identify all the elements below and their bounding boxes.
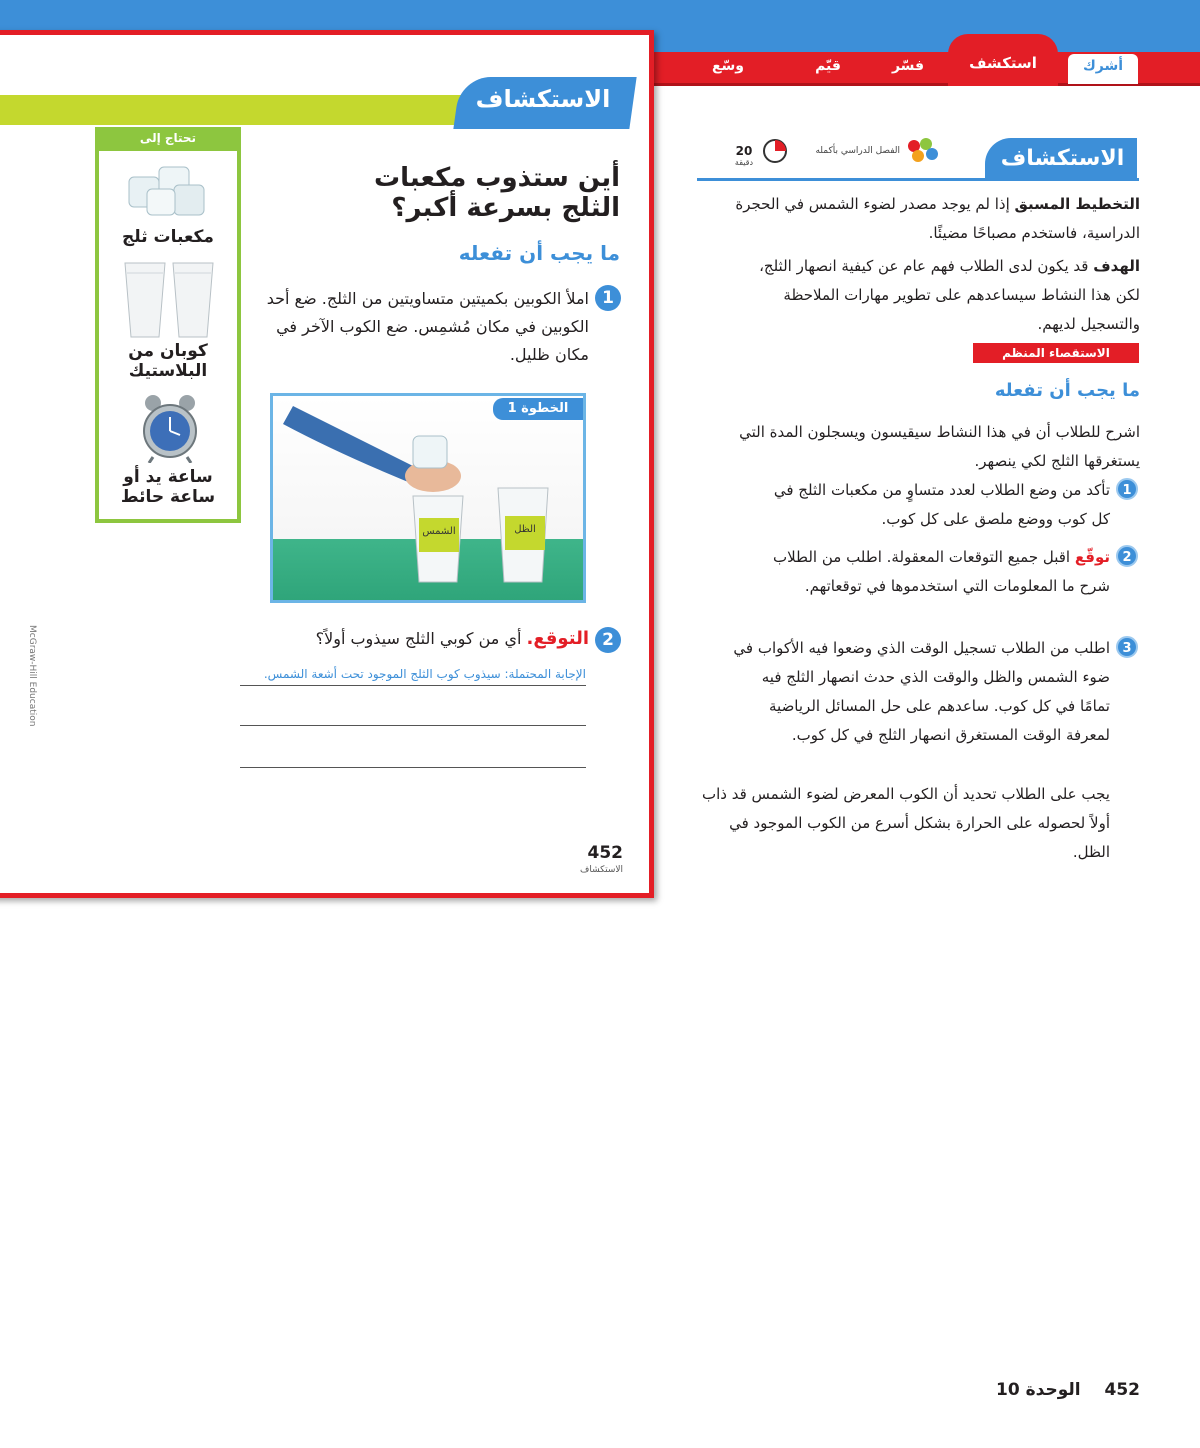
answer-line-1[interactable]: [240, 685, 586, 686]
preplan-paragraph: [735, 190, 1140, 248]
tab-extend[interactable]: وسّع: [711, 58, 745, 74]
step-2-question: أي من كوبي الثلج سيذوب أولاً؟: [315, 629, 522, 648]
teacher-step-2-text: اقبل جميع التوقعات المعقولة. اطلب من الطلاب شرح ما المعلومات التي استخدموها في توقعاتهم.: [772, 548, 1110, 595]
duration-unit: دقيقة: [734, 158, 754, 167]
photo-step-tag: الخطوة 1: [493, 398, 583, 420]
step-1-badge: 1: [595, 285, 621, 311]
teacher-step-2: [760, 543, 1110, 601]
tab-engage[interactable]: أشرك: [1068, 54, 1138, 84]
goal-paragraph: [735, 252, 1140, 339]
answer-line-3[interactable]: [240, 767, 586, 768]
tab-evaluate[interactable]: قيّم: [815, 58, 841, 74]
preplan-lead: التخطيط المسبق: [1014, 195, 1140, 213]
student-page-section: الاستكشاف: [580, 865, 623, 875]
alarm-clock-icon: [139, 393, 201, 463]
what-to-do-heading: ما يجب أن تفعله: [458, 241, 620, 265]
materials-item-cups: كوبان من البلاستيك: [128, 341, 208, 381]
teacher-step-2-badge: 2: [1116, 545, 1138, 567]
tab-explain[interactable]: فسّر: [891, 58, 925, 74]
step-1-photo: [270, 393, 586, 603]
materials-item-ice: مكعبات ثلج: [122, 227, 214, 247]
step-1-text: املأ الكوبين بكميتين متساويتين من الثلج. ضع أحد الكوبين في مكان مُشمِس. ضع الكوب الآخر في مكان ظليل.: [266, 289, 589, 364]
copyright-credit: McGraw-Hill Education: [27, 625, 37, 727]
title-band: [0, 95, 465, 125]
teacher-step-1: تأكد من وضع الطلاب لعدد متساوٍ من مكعبات الثلج في كل كوب ووضع ملصق على كل كوب.: [773, 481, 1110, 528]
ice-cubes-icon: [119, 157, 219, 219]
structured-inquiry-bar: الاستقصاء المنظم: [973, 343, 1139, 363]
goal-lead: الهدف: [1093, 257, 1140, 275]
explore-banner-title: الاستكشاف: [475, 85, 611, 113]
tab-explore[interactable]: استكشف: [948, 34, 1058, 86]
timer-icon: [762, 138, 788, 164]
answer-line-2[interactable]: [240, 725, 586, 726]
materials-item-clock: ساعة يد أو ساعة حائط: [120, 467, 216, 507]
prediction-label: التوقع.: [526, 628, 589, 649]
class-mode-label: الفصل الدراسي بأكمله: [815, 146, 900, 156]
teacher-what-to-do: ما يجب أن تفعله: [994, 380, 1140, 401]
cups-photo-illustration: [273, 396, 583, 600]
teacher-step-3: اطلب من الطلاب تسجيل الوقت الذي وضعوا فيه الأكواب في ضوء الشمس والظل والوقت الذي حدث انصهار الثلج فيه تمامًا في كل كوب. ساعدهم على حل المسائل الرياضية لمعرفة الوقت المستغرق انصهار الثلج في كل كوب.: [733, 639, 1110, 744]
teacher-step-3-badge: 3: [1116, 636, 1138, 658]
footer-unit-label: الوحدة 10: [996, 1380, 1081, 1400]
page-footer: [960, 1380, 1140, 1400]
student-page-number: 452: [587, 843, 623, 863]
lesson-tab-strip: [648, 52, 1200, 86]
footer-page-number: 452: [1104, 1380, 1140, 1400]
preplan-text: إذا لم يوجد مصدر لضوء الشمس في الحجرة الدراسية، فاستخدم مصباحًا مضيئًا.: [735, 195, 1140, 242]
duration-value: 20: [735, 144, 753, 158]
step-2-badge: 2: [595, 627, 621, 653]
student-page-reproduction: [0, 30, 654, 898]
teacher-intro: اشرح للطلاب أن في هذا النشاط سيقيسون ويسجلون المدة التي يستغرقها الثلج لكي ينصهر.: [739, 423, 1140, 470]
question-title: أين ستذوب مكعبات الثلج بسرعة أكبر؟: [373, 163, 620, 223]
answer-hint: الإجابة المحتملة: سيذوب كوب الثلج الموجود تحت أشعة الشمس.: [263, 667, 586, 681]
goal-text: قد يكون لدى الطلاب فهم عام عن كيفية انصهار الثلج، لكن هذا النشاط سيساعدهم على تطوير مهارات الملاحظة والتسجيل لديهم.: [759, 257, 1140, 333]
step-2-line: [257, 625, 589, 653]
materials-box: [95, 127, 241, 523]
plastic-cups-icon: [119, 259, 219, 341]
teacher-step-1-badge: 1: [1116, 478, 1138, 500]
whole-class-icon: [905, 138, 939, 164]
materials-title: تحتاج إلى: [99, 131, 237, 151]
cup-label-shade: الظل: [514, 524, 536, 535]
teacher-closing: يجب على الطلاب تحديد أن الكوب المعرض لضوء الشمس قد ذاب أولاً لحصوله على الحرارة بشكل أسرع من الكوب الموجود في الظل.: [701, 785, 1110, 861]
cup-label-sun: الشمس: [422, 526, 456, 537]
predict-label: توقّع: [1074, 548, 1110, 566]
teacher-explore-title: الاستكشاف: [1000, 146, 1125, 171]
